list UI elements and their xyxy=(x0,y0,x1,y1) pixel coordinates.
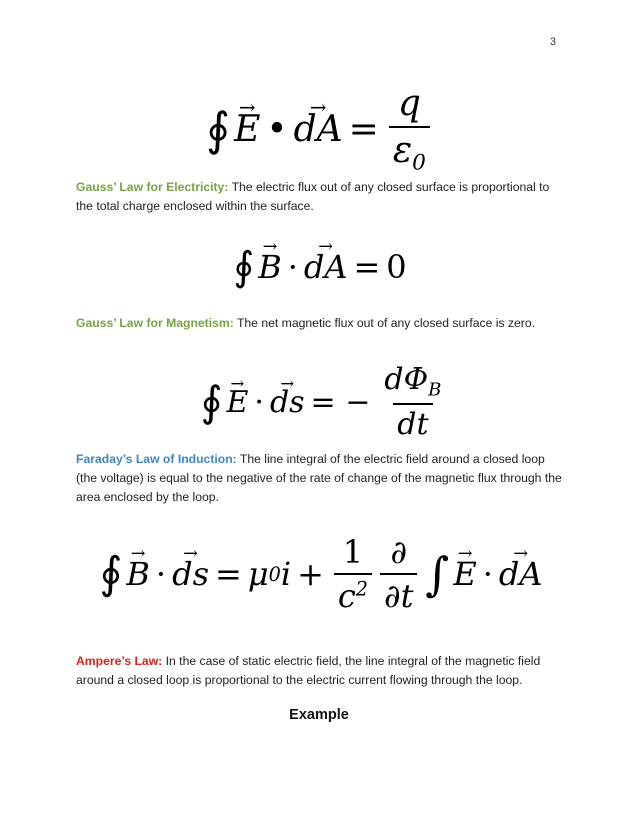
contour-integral-symbol: ∮ xyxy=(99,548,123,599)
equals-minus-sign: = − xyxy=(310,384,371,420)
heading-ampere: Ampere’s Law: xyxy=(76,654,163,668)
fraction-q-over-epsilon xyxy=(389,83,430,176)
text-gauss-electric: The electric flux out of any closed surface is proportional to the total charge enclosed within the surface. xyxy=(76,180,550,213)
fraction-partial-over-partial-t xyxy=(380,533,417,615)
vector-ds: → ds xyxy=(270,385,305,420)
vector-E: → E xyxy=(234,109,260,150)
contour-integral-symbol: ∮ xyxy=(206,102,231,156)
heading-faraday: Faraday’s Law of Induction: xyxy=(76,452,237,466)
heading-gauss-electric: Gauss’ Law for Electricity: xyxy=(76,180,229,194)
epsilon-subscript: 0 xyxy=(412,150,426,176)
contour-integral-symbol: ∮ xyxy=(233,244,255,290)
c-exponent: 2 xyxy=(355,577,369,601)
mu-subscript: 0 xyxy=(268,562,281,586)
paragraph-faraday xyxy=(76,450,566,507)
equals-sign: = xyxy=(353,248,381,286)
vector-E: → E xyxy=(453,555,476,593)
contour-integral-symbol: ∮ xyxy=(200,377,223,426)
c-symbol: c xyxy=(337,577,356,615)
vector-ds: → ds xyxy=(172,555,209,593)
phi-subscript: B xyxy=(428,379,442,401)
dot-operator: · xyxy=(254,384,264,420)
paragraph-ampere xyxy=(76,652,566,690)
integral-symbol: ∫ xyxy=(425,547,450,601)
paragraph-gauss-electric xyxy=(76,178,566,216)
heading-gauss-magnetic: Gauss’ Law for Magnetism: xyxy=(76,316,234,330)
current-i: i xyxy=(280,555,292,593)
vector-dA: → dA xyxy=(294,109,343,150)
equals-sign: = xyxy=(348,108,379,150)
fraction-dphi-over-dt xyxy=(380,362,445,441)
dot-operator: · xyxy=(155,555,167,593)
dphi-symbol: dΦ xyxy=(384,362,429,398)
equation-gauss-electric xyxy=(206,82,430,176)
paragraph-gauss-magnetic xyxy=(76,314,566,333)
equals-sign: = xyxy=(215,555,242,593)
zero-value: 0 xyxy=(386,248,407,286)
dot-operator: · xyxy=(287,248,298,286)
equation-gauss-magnetic xyxy=(220,238,420,296)
vector-E: → E xyxy=(226,385,248,420)
denominator-epsilon xyxy=(389,126,430,176)
text-ampere: In the case of static electric field, the line integral of the magnetic field around a closed loop is proportional to the electric current flowing through the loop. xyxy=(76,654,541,687)
numerator-partial: ∂ xyxy=(390,533,407,571)
denominator-dt: dt xyxy=(393,403,432,442)
text-gauss-magnetic: The net magnetic flux out of any closed surface is zero. xyxy=(233,316,536,330)
equation-ampere xyxy=(86,524,556,624)
dot-operator: • xyxy=(266,108,288,150)
mu-symbol: μ xyxy=(247,555,269,593)
fraction-one-over-c2 xyxy=(334,533,372,615)
numerator-one: 1 xyxy=(342,533,364,571)
denominator-partial-t: ∂t xyxy=(380,573,417,615)
page-number: 3 xyxy=(549,36,556,48)
text-faraday: The line integral of the electric field around a closed loop (the voltage) is equal to the negative of the rate of change of the magnetic flux through the area enclosed by the loop. xyxy=(76,452,562,504)
section-title-example: Example xyxy=(289,707,349,723)
equation-faraday xyxy=(200,362,450,442)
vector-B: → B xyxy=(126,555,150,593)
denominator-c2 xyxy=(334,573,372,615)
numerator-q: q xyxy=(397,82,421,124)
numerator-dphi xyxy=(380,362,445,402)
vector-dA: → dA xyxy=(499,555,543,593)
vector-B: → B xyxy=(258,248,282,286)
epsilon-symbol: ε xyxy=(392,129,413,171)
dot-operator: · xyxy=(482,555,493,593)
vector-dA: → dA xyxy=(304,248,348,286)
plus-sign: + xyxy=(297,555,324,593)
